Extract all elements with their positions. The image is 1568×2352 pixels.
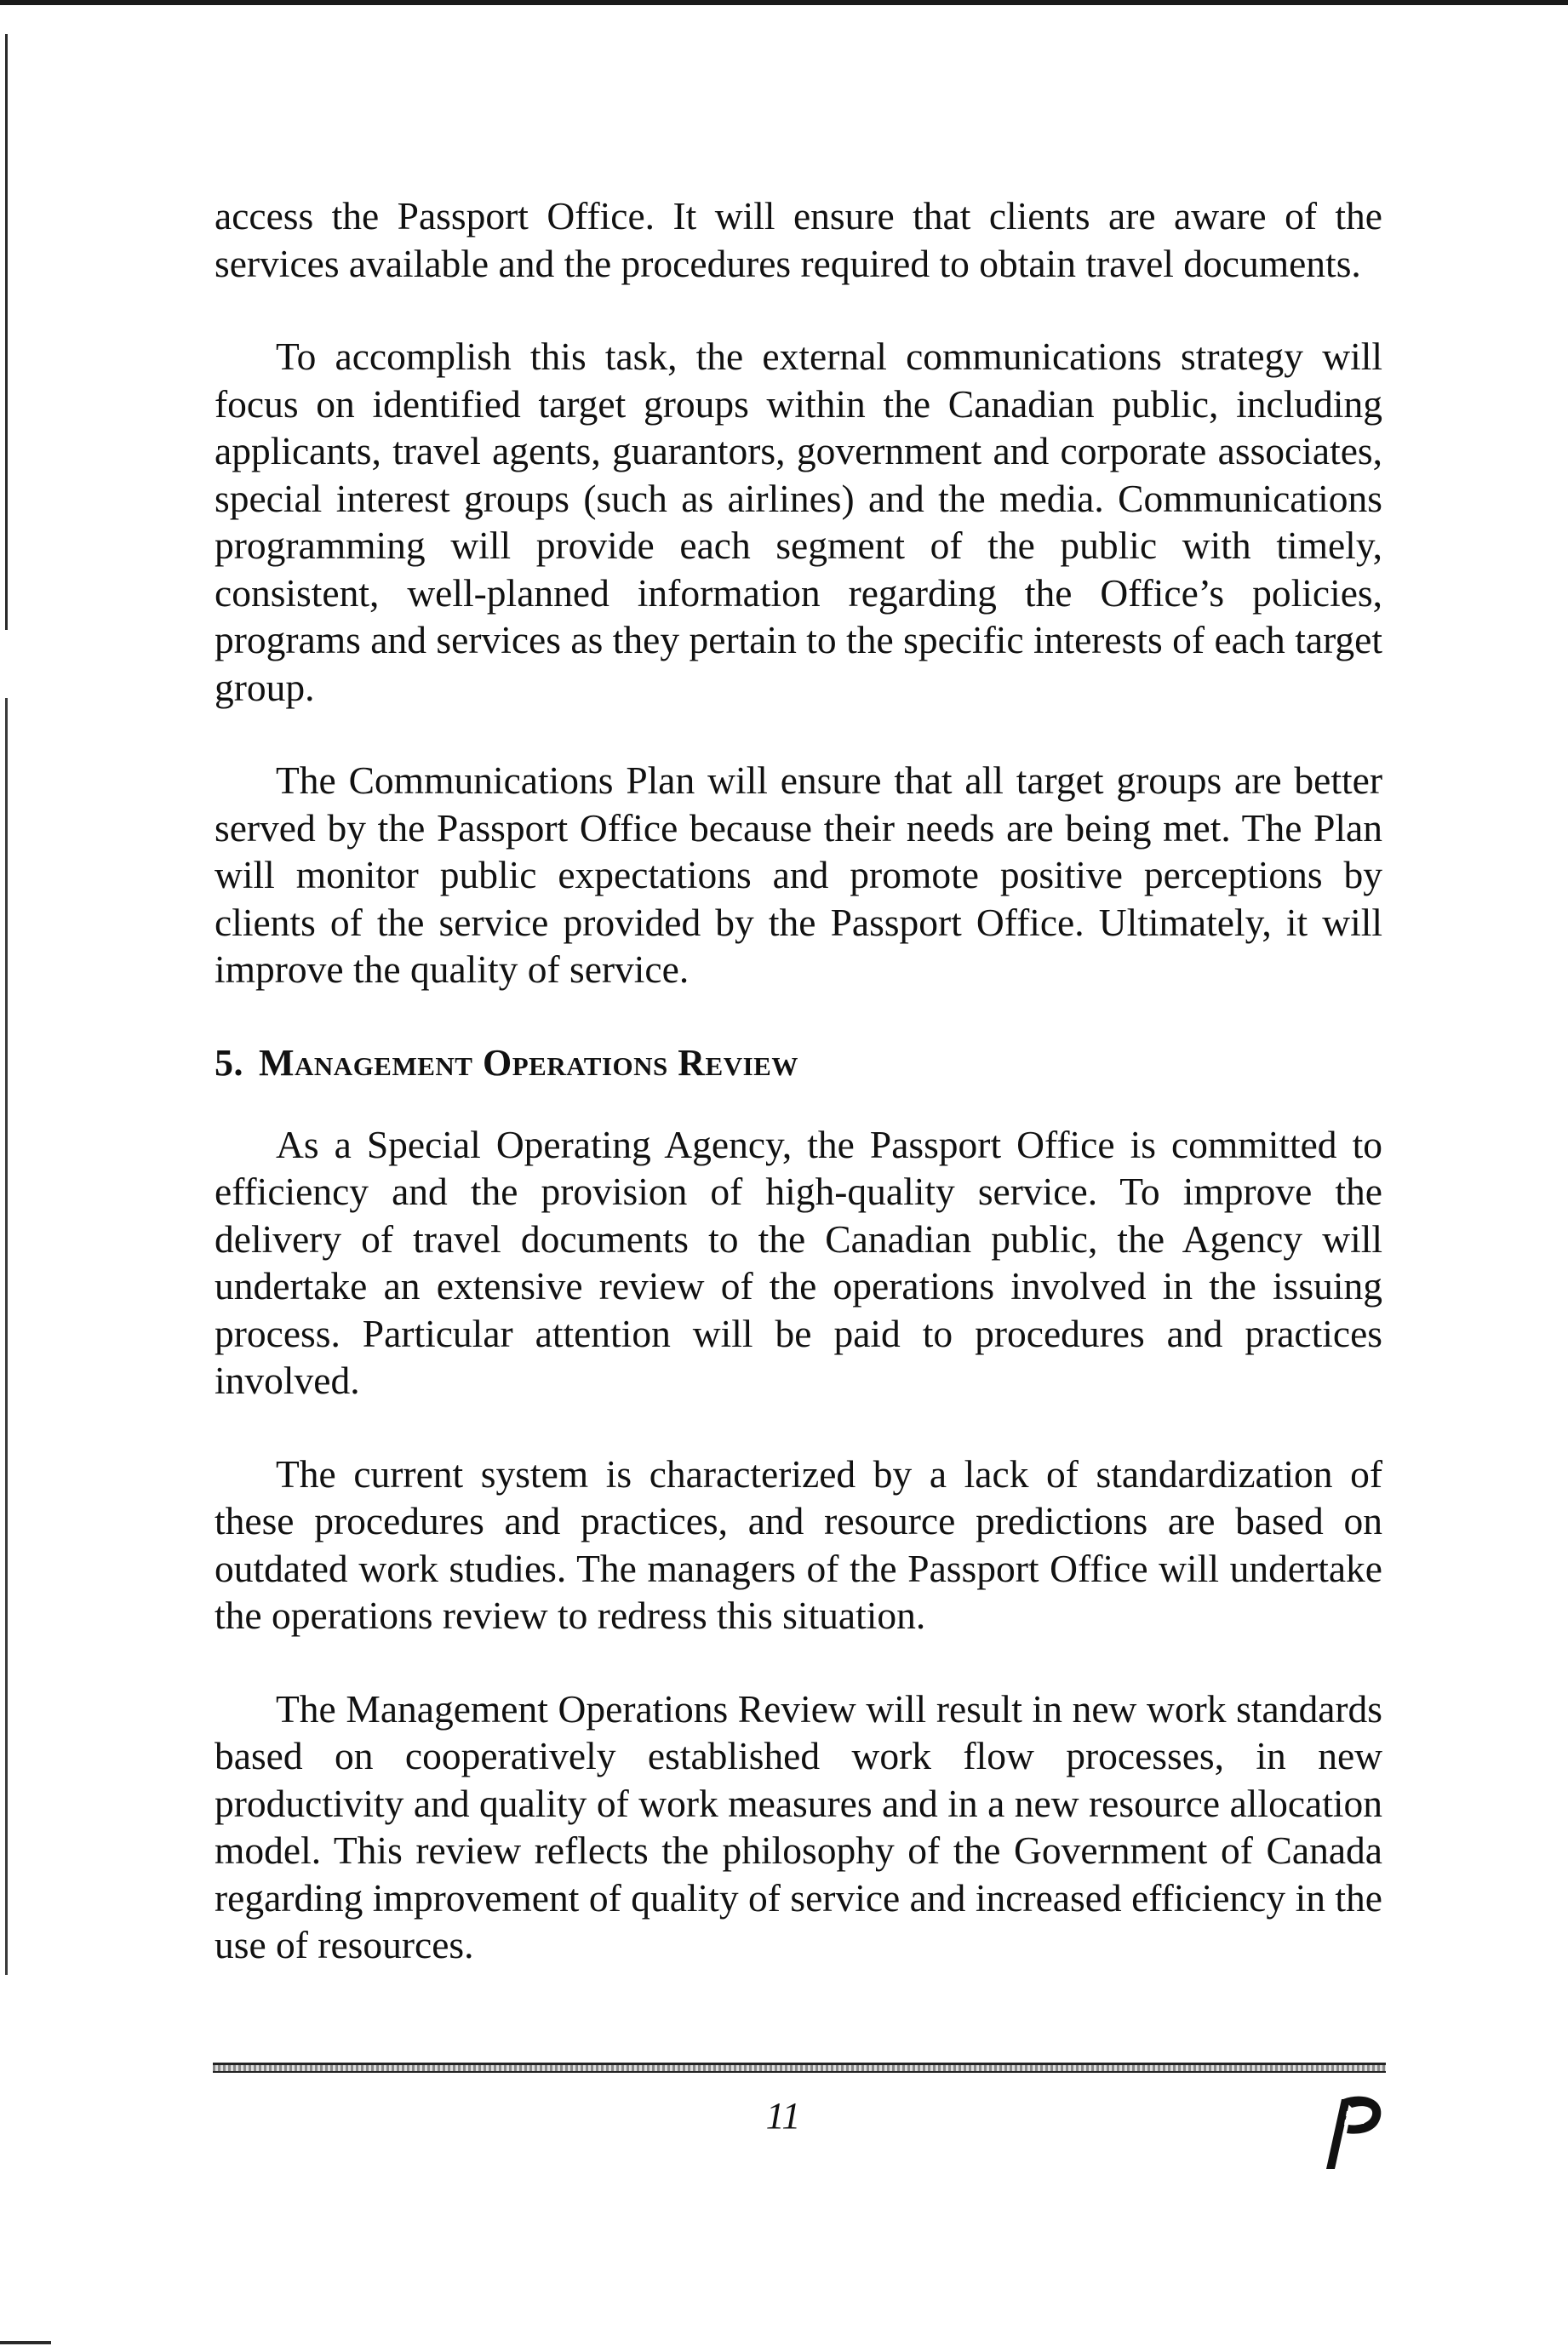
footer-rule (213, 2063, 1386, 2073)
paragraph-3: The Communications Plan will ensure that all target groups are better served by the Passport Office because their needs are being met. The Plan will monitor public expectations and promote positive perceptions by clients of the service provided by the Passport Office. Ultimately, it will improve the quality of service. (215, 758, 1382, 991)
section-number: 5. (215, 1041, 243, 1084)
paragraph-2: To accomplish this task, the external communications strategy will focus on identified target groups within the Canadian public, including applicants, travel agents, guarantors, government and corporate associates, special interest groups (such as airlines) and the media. Communications programming will provide each segment of the public with timely, consistent, well-planned information regarding the Office’s policies, programs and services as they pertain to the specific interests of each target group. (215, 335, 1382, 709)
paragraph-6: The Management Operations Review will result in new work standards based on cooperatively established work flow processes, in new productivity and quality of work measures and in a new resource allocation model. This review reflects the philosophy of the Government of Canada regarding improvement of quality of service and increased efficiency in the use of resources. (215, 1686, 1382, 1966)
section-heading (215, 1039, 1382, 1087)
scan-edge-top (0, 0, 1568, 5)
page-body (215, 192, 1382, 2015)
paragraph-1: access the Passport Office. It will ensure that clients are aware of the services available and the procedures required to obtain travel documents. (215, 194, 1382, 285)
scan-edge-bottom (0, 2341, 51, 2344)
paragraph-5: The current system is characterized by a lack of standardization of these procedures and practices, and resource predictions are based on outdated work studies. The managers of the Passport Office will undertake the operations review to redress this situation. (215, 1451, 1382, 1637)
passport-office-p-logo-icon (1309, 2084, 1386, 2177)
scan-edge-left-lower (5, 698, 8, 1975)
paragraph-4: As a Special Operating Agency, the Passport Office is committed to efficiency and the provision of high-quality service. To improve the delivery of travel documents to the Canadian public, the Agency will undertake an extensive review of the operations involved in the issuing process. Particular attention will be paid to procedures and practices involved. (215, 1122, 1382, 1402)
page-number: 11 (765, 2095, 801, 2137)
section-title: Management Operations Review (259, 1041, 798, 1084)
scan-edge-left (5, 34, 8, 630)
